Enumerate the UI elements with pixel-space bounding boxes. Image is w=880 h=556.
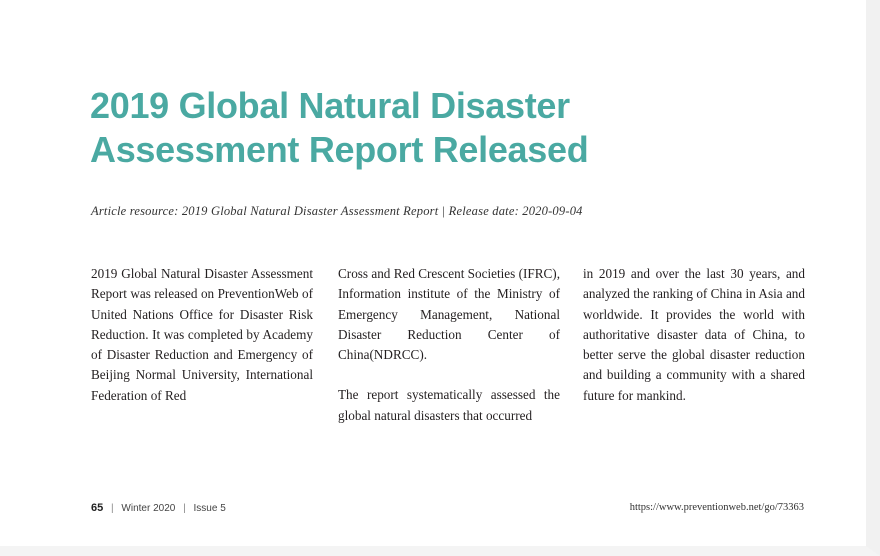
body-paragraph-1: 2019 Global Natural Disaster Assessment Report was released on PreventionWeb of United Nations Office for Disaster Risk Reduction. It was completed by Academy of Disaster Reduction and Emergency of Beijing Normal University, International Federation of Red (91, 266, 313, 403)
footer-issue: Issue 5 (193, 503, 226, 514)
article-title (90, 84, 730, 172)
source-url-link[interactable]: https://www.preventionweb.net/go/73363 (629, 502, 804, 513)
footer-separator: | (183, 503, 186, 514)
body-column-1 (91, 264, 313, 406)
footer-season: Winter 2020 (121, 503, 176, 514)
article-source-line: Article resource: 2019 Global Natural Disaster Assessment Report | Release date: 2020-09-04 (91, 204, 583, 218)
body-paragraph-2: Cross and Red Crescent Societies (IFRC), Information institute of the Ministry of Emergency Management, National Disaster Reduction Center of China(NDRCC). (338, 266, 560, 363)
article-title-line-1: 2019 Global Natural Disaster (90, 85, 570, 126)
body-column-2 (338, 264, 560, 426)
body-paragraph-4: in 2019 and over the last 30 years, and analyzed the ranking of China in Asia and worldwide. It provides the world with authoritative disaster data of China, to better serve the global disaster reduction and building a community with a shared future for mankind. (583, 266, 805, 403)
footer-separator: | (111, 503, 114, 514)
paragraph-spacer (338, 365, 560, 385)
article-title-line-2: Assessment Report Released (90, 129, 589, 170)
body-paragraph-3: The report systematically assessed the global natural disasters that occurred (338, 387, 560, 423)
page-footer (91, 501, 226, 516)
body-column-3 (583, 264, 805, 406)
page-number: 65 (91, 502, 104, 514)
